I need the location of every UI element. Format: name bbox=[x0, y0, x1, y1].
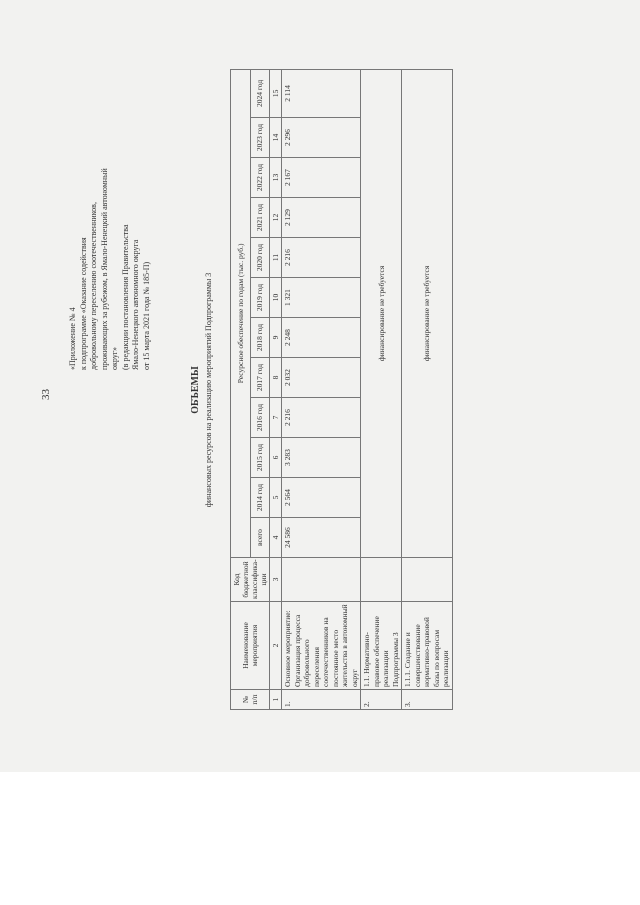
row-value: 3 283 bbox=[282, 438, 361, 478]
appendix-line: Ямало-Ненецкого автономного округа bbox=[131, 239, 140, 370]
row-value: 2 167 bbox=[282, 158, 361, 198]
row-num: 3. bbox=[402, 690, 453, 710]
row-num: 1. bbox=[282, 690, 361, 710]
row-name: 1.1. Нормативно-правовое обеспечение реализации Подпрограммы 3 bbox=[361, 602, 402, 690]
appendix-line: «Приложение № 4 bbox=[68, 307, 77, 370]
row-value: 2 296 bbox=[282, 118, 361, 158]
header-num: № п/п bbox=[231, 690, 270, 710]
col-number: 7 bbox=[270, 398, 282, 438]
header-year: 2021 год bbox=[250, 198, 270, 238]
row-total: 24 586 bbox=[282, 518, 361, 558]
appendix-line: от 15 марта 2021 года № 185-П) bbox=[141, 261, 151, 370]
header-resource: Ресурсное обеспечение по годам (тыс. руб.) bbox=[231, 69, 251, 557]
finance-table bbox=[230, 69, 453, 710]
row-value: 2 564 bbox=[282, 478, 361, 518]
row-value: 1 321 bbox=[282, 278, 361, 318]
table-row bbox=[402, 69, 453, 709]
col-number: 8 bbox=[270, 358, 282, 398]
col-number: 3 bbox=[270, 558, 282, 602]
row-name: Основное мероприятие: Организация процесса добровольного переселения соотечественников на постоянное место жительства в автономный округ bbox=[282, 602, 361, 690]
row-value: 2 248 bbox=[282, 318, 361, 358]
col-number: 15 bbox=[270, 69, 282, 117]
header-year: 2020 год bbox=[250, 238, 270, 278]
page-number: 33 bbox=[40, 389, 52, 400]
row-value: 2 129 bbox=[282, 198, 361, 238]
header-name: Наименование мероприятия bbox=[231, 602, 270, 690]
table-row bbox=[282, 69, 361, 709]
header-year: 2018 год bbox=[250, 318, 270, 358]
header-row bbox=[231, 69, 251, 709]
row-value: 2 216 bbox=[282, 398, 361, 438]
header-year: 2017 год bbox=[250, 358, 270, 398]
row-value: 2 216 bbox=[282, 238, 361, 278]
row-value: 2 032 bbox=[282, 358, 361, 398]
appendix-line: добровольному переселению соотечественников, bbox=[89, 202, 98, 370]
header-year: 2022 год bbox=[250, 158, 270, 198]
table-row bbox=[361, 69, 402, 709]
header-year: 2023 год bbox=[250, 118, 270, 158]
row-note: финансирование не требуется bbox=[361, 69, 402, 557]
appendix-line: (в редакции постановления Правительства bbox=[120, 224, 130, 370]
header-year: 2016 год bbox=[250, 398, 270, 438]
row-value: 2 114 bbox=[282, 69, 361, 117]
col-number: 12 bbox=[270, 198, 282, 238]
column-number-row bbox=[270, 69, 282, 709]
col-number: 1 bbox=[270, 690, 282, 710]
appendix-line: проживающих за рубежом, в Ямало-Ненецкий автономный bbox=[99, 168, 109, 370]
appendix-line: округ» bbox=[110, 346, 119, 370]
col-number: 9 bbox=[270, 318, 282, 358]
appendix-note bbox=[68, 40, 152, 370]
col-number: 6 bbox=[270, 438, 282, 478]
row-num: 2. bbox=[361, 690, 402, 710]
row-code bbox=[361, 558, 402, 602]
row-note: финансирование не требуется bbox=[402, 69, 453, 557]
row-code bbox=[282, 558, 361, 602]
col-number: 11 bbox=[270, 238, 282, 278]
appendix-line: к подпрограмме «Оказание содействия bbox=[78, 237, 88, 370]
header-year: 2014 год bbox=[250, 478, 270, 518]
page-margin bbox=[0, 772, 640, 905]
header-year: 2019 год bbox=[250, 278, 270, 318]
col-number: 13 bbox=[270, 158, 282, 198]
header-code: Код бюджетной классифика-ции bbox=[231, 558, 270, 602]
col-number: 2 bbox=[270, 602, 282, 690]
header-total: всего bbox=[250, 518, 270, 558]
document-title: ОБЪЕМЫ bbox=[190, 366, 201, 414]
document-subtitle: финансовых ресурсов на реализацию мероприятий Подпрограммы 3 bbox=[204, 272, 213, 508]
rotated-document bbox=[40, 40, 600, 740]
row-code bbox=[402, 558, 453, 602]
col-number: 5 bbox=[270, 478, 282, 518]
col-number: 4 bbox=[270, 518, 282, 558]
header-year: 2015 год bbox=[250, 438, 270, 478]
col-number: 14 bbox=[270, 118, 282, 158]
row-name: 1.1.1. Создание и совершенствование нормативно-правовой базы по вопросам реализации bbox=[402, 602, 453, 690]
col-number: 10 bbox=[270, 278, 282, 318]
header-year: 2024 год bbox=[250, 69, 270, 117]
